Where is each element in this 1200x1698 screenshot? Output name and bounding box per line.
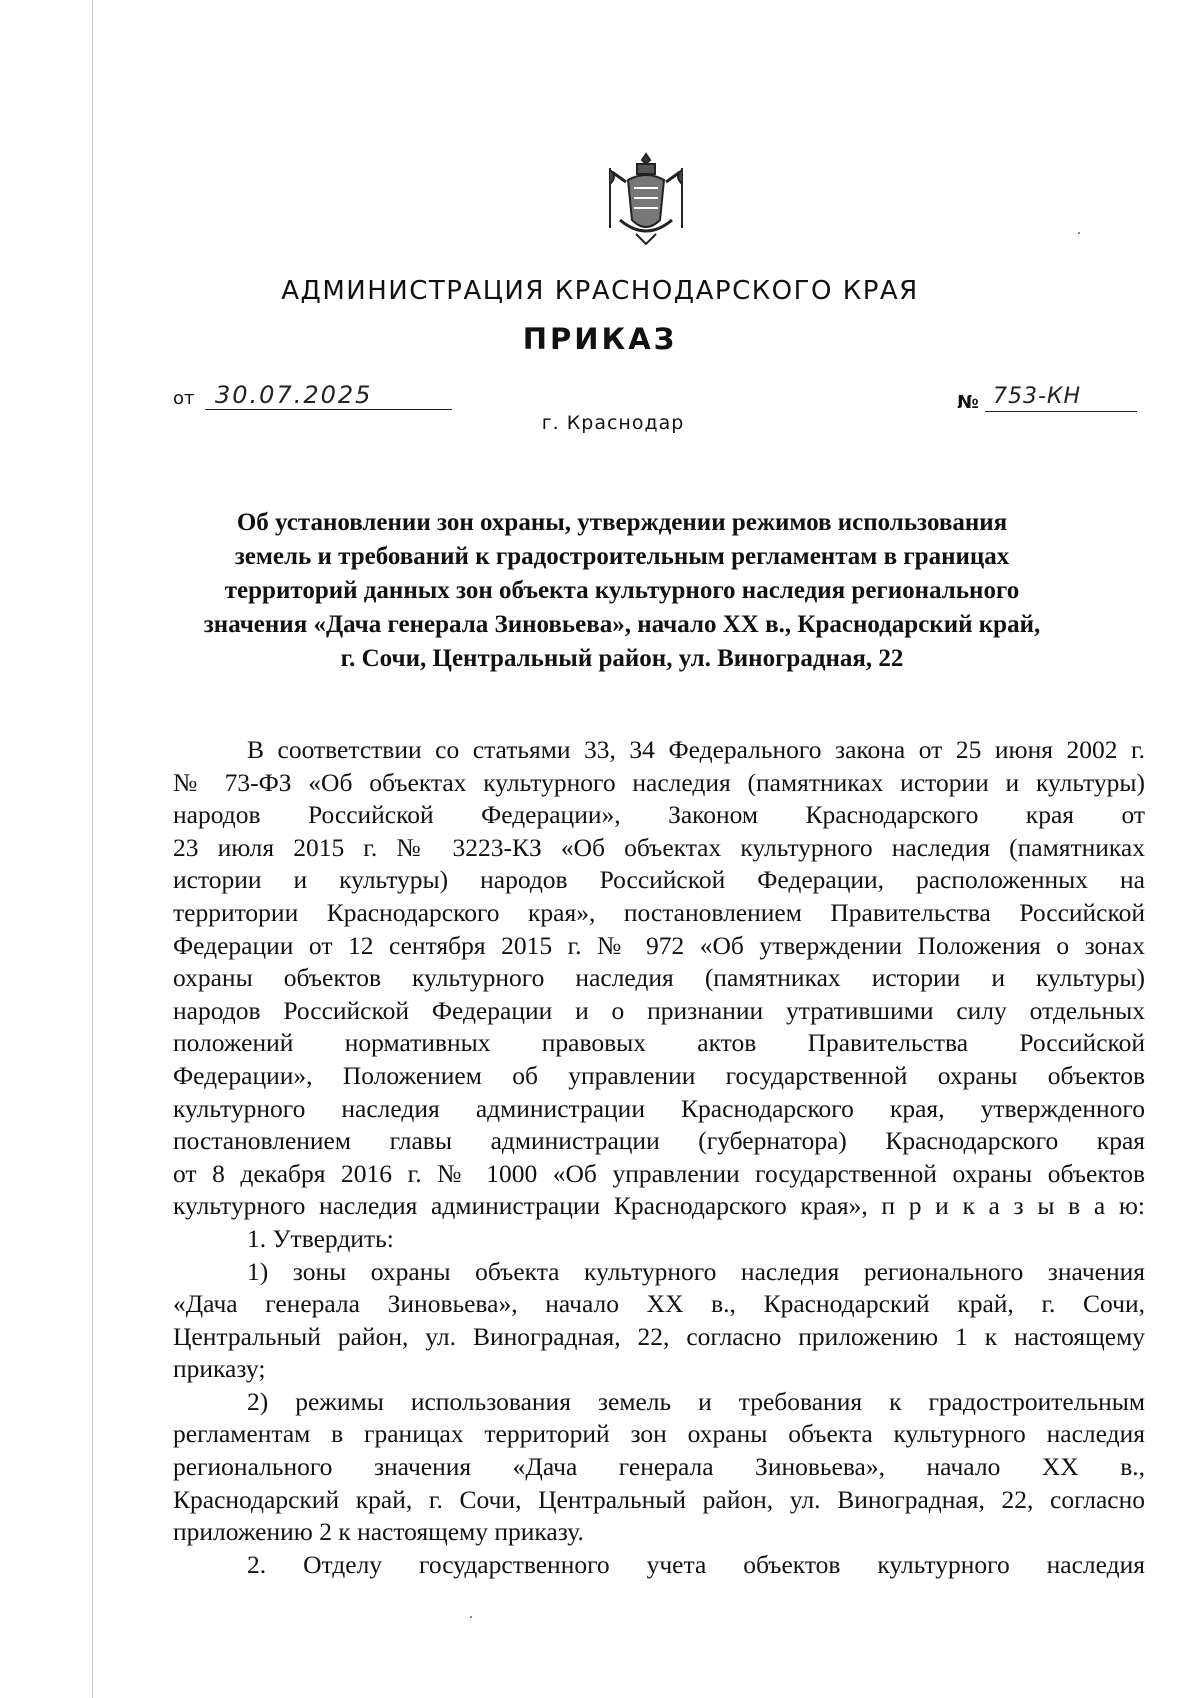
date-label: от	[173, 388, 195, 409]
scan-edge-line	[92, 0, 93, 1698]
number-label: №	[957, 392, 979, 413]
body-line: Краснодарский край, г. Сочи, Центральный район, ул. Виноградная, 22, согласно	[173, 1484, 1145, 1514]
body-line: 2) режимы использования земель и требования к градостроительным	[247, 1386, 1145, 1416]
body-line: приказу;	[173, 1354, 266, 1384]
title-line: земель и требований к градостроительным регламентам в границах	[234, 543, 1010, 570]
body-line: 23 июля 2015 г. № 3223-КЗ «Об объектах культурного наследия (памятниках	[173, 832, 1145, 862]
body-line: культурного наследия администрации Краснодарского края», п р и к а з ы в а ю:	[173, 1191, 1145, 1221]
body-line: приложению 2 к настоящему приказу.	[173, 1517, 584, 1547]
body-line: регламентам в границах территорий зон охраны объекта культурного наследия	[173, 1419, 1145, 1449]
coat-of-arms-icon	[606, 150, 686, 250]
body-line: «Дача генерала Зиновьева», начало XX в., Краснодарский край, г. Сочи,	[173, 1289, 1145, 1319]
body-line: постановлением главы администрации (губернатора) Краснодарского края	[173, 1126, 1145, 1156]
body-line: В соответствии со статьями 33, 34 Федерального закона от 25 июня 2002 г.	[247, 735, 1145, 764]
organization-name: АДМИНИСТРАЦИЯ КРАСНОДАРСКОГО КРАЯ	[281, 276, 919, 306]
body-line: культурного наследия администрации Краснодарского края, утвержденного	[173, 1093, 1145, 1123]
body-line: 2. Отделу государственного учета объектов культурного наследия	[247, 1549, 1145, 1579]
title-line: территорий данных зон объекта культурного наследия регионального	[224, 577, 1020, 604]
title-line: г. Сочи, Центральный район, ул. Виноградная, 22	[340, 645, 904, 672]
title-line: Об установлении зон охраны, утверждении режимов использования	[236, 509, 1008, 536]
body-line: положений нормативных правовых актов Правительства Российской	[173, 1028, 1145, 1058]
body-line: 1) зоны охраны объекта культурного наследия регионального значения	[247, 1256, 1145, 1286]
body-line: охраны объектов культурного наследия (памятниках истории и культуры)	[173, 963, 1145, 993]
body-line: № 73-ФЗ «Об объектах культурного наследия (памятниках истории и культуры)	[173, 767, 1145, 797]
scan-speck	[1078, 232, 1080, 234]
body-line: народов Российской Федерации и о признании утратившими силу отдельных	[173, 995, 1145, 1025]
body-line: Федерации от 12 сентября 2015 г. № 972 «Об утверждении Положения о зонах	[173, 930, 1145, 960]
body-line: регионального значения «Дача генерала Зиновьева», начало XX в.,	[173, 1452, 1145, 1482]
number-value: 753-КН	[985, 382, 1137, 412]
document-type: ПРИКАЗ	[522, 322, 678, 356]
document-title	[180, 506, 1064, 676]
body-line: территории Краснодарского края», постановлением Правительства Российской	[173, 897, 1145, 927]
document-body	[173, 734, 1145, 1581]
body-line: истории и культуры) народов Российской Федерации, расположенных на	[173, 865, 1145, 895]
title-line: значения «Дача генерала Зиновьева», начало XX в., Краснодарский край,	[203, 611, 1041, 638]
body-line: 1. Утвердить:	[247, 1223, 394, 1253]
body-line: Федерации», Положением об управлении государственной охраны объектов	[173, 1060, 1145, 1090]
body-line: Центральный район, ул. Виноградная, 22, согласно приложению 1 к настоящему	[173, 1321, 1145, 1351]
body-line: от 8 декабря 2016 г. № 1000 «Об управлении государственной охраны объектов	[173, 1158, 1145, 1188]
date-value: 30.07.2025	[205, 380, 452, 410]
body-line: народов Российской Федерации», Законом Краснодарского края от	[173, 800, 1145, 830]
scan-speck	[470, 1616, 472, 1618]
city: г. Краснодар	[541, 412, 685, 434]
